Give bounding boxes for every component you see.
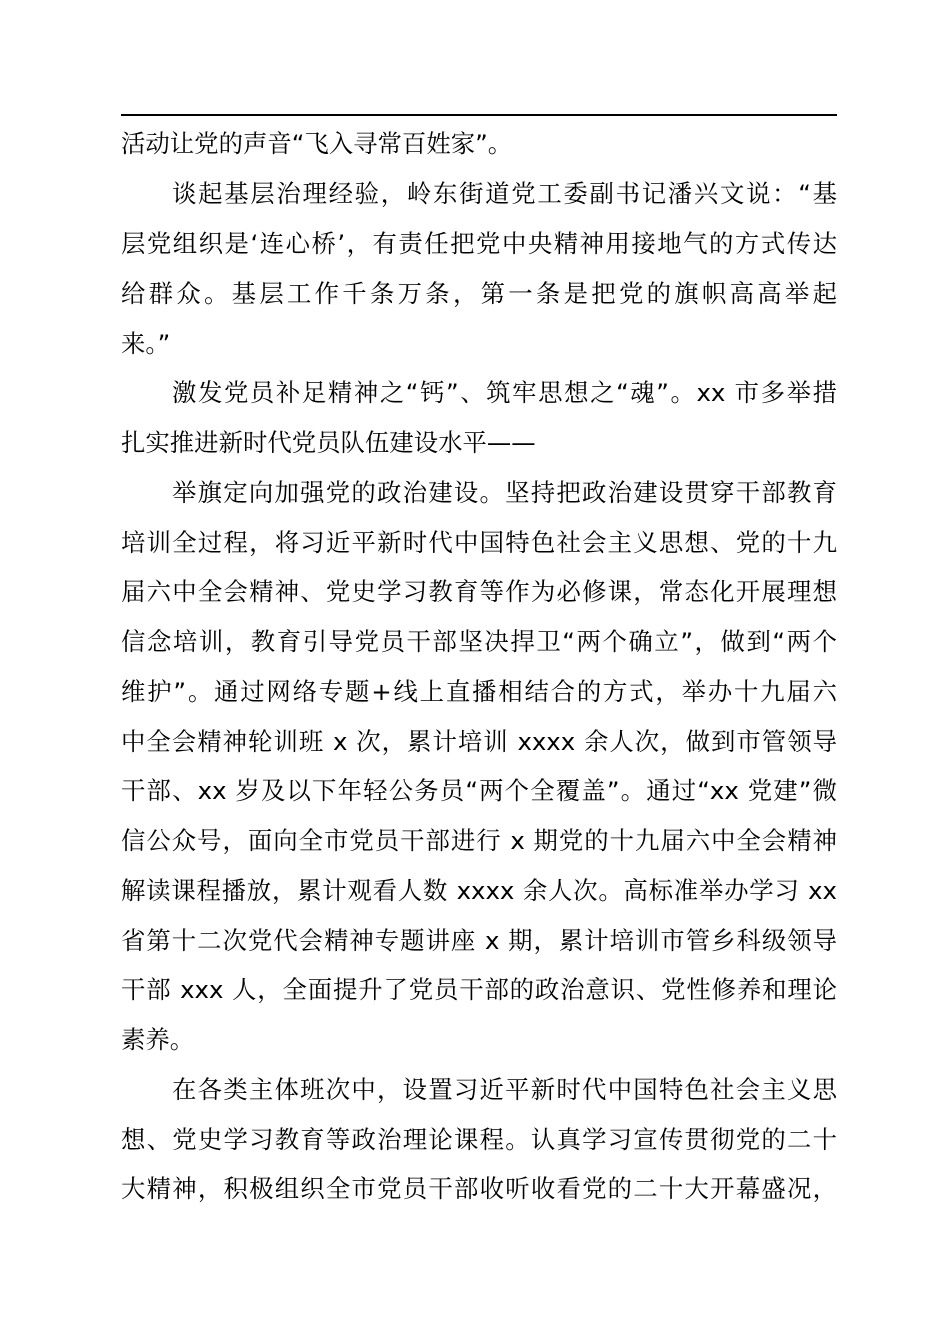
paragraph-line: 想、党史学习教育等政治理论课程。认真学习宣传贯彻党的二十 <box>121 1125 837 1154</box>
paragraph-line: 在各类主体班次中，设置习近平新时代中国特色社会主义思 <box>172 1075 837 1104</box>
paragraph-line: 扎实推进新时代党员队伍建设水平—— <box>121 428 536 457</box>
paragraph-line: 信公众号，面向全市党员干部进行 x 期党的十九届六中全会精神 <box>121 826 837 855</box>
paragraph-line: 信念培训，教育引导党员干部坚决捍卫“两个确立”，做到“两个 <box>121 627 837 656</box>
paragraph-line: 届六中全会精神、党史学习教育等作为必修课，常态化开展理想 <box>121 577 837 606</box>
paragraph-line: 活动让党的声音“飞入寻常百姓家”。 <box>121 129 513 158</box>
paragraph-line: 给群众。基层工作千条万条，第一条是把党的旗帜高高举起 <box>121 279 837 308</box>
paragraph-line: 维护”。通过网络专题+线上直播相结合的方式，举办十九届六 <box>121 677 837 706</box>
paragraph-line: 省第十二次党代会精神专题讲座 x 期，累计培训市管乡科级领导 <box>121 926 837 955</box>
paragraph-line: 层党组织是‘连心桥’，有责任把党中央精神用接地气的方式传达 <box>121 229 837 258</box>
paragraph-line: 谈起基层治理经验，岭东街道党工委副书记潘兴文说：“基 <box>172 179 837 208</box>
paragraph-line: 培训全过程，将习近平新时代中国特色社会主义思想、党的十九 <box>121 528 837 557</box>
paragraph-line: 干部 xxx 人，全面提升了党员干部的政治意识、党性修养和理论 <box>121 975 837 1004</box>
paragraph-line: 激发党员补足精神之“钙”、筑牢思想之“魂”。xx 市多举措 <box>172 378 837 407</box>
paragraph-line: 素养。 <box>121 1025 195 1054</box>
paragraph-line: 中全会精神轮训班 x 次，累计培训 xxxx 余人次，做到市管领导 <box>121 727 837 756</box>
paragraph-line: 举旗定向加强党的政治建设。坚持把政治建设贯穿干部教育 <box>172 478 837 507</box>
paragraph-line: 大精神，积极组织全市党员干部收听收看党的二十大开幕盛况， <box>121 1174 837 1203</box>
paragraph-line: 来。” <box>121 329 171 358</box>
paragraph-line: 解读课程播放，累计观看人数 xxxx 余人次。高标准举办学习 xx <box>121 876 837 905</box>
header-rule <box>121 114 837 116</box>
paragraph-line: 干部、xx 岁及以下年轻公务员“两个全覆盖”。通过“xx 党建”微 <box>121 776 837 805</box>
